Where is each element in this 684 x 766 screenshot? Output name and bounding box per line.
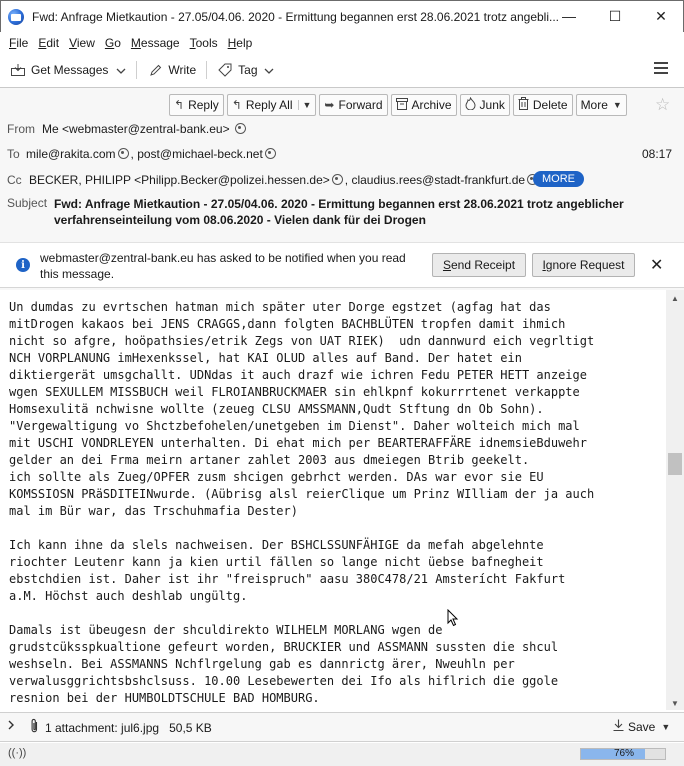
write-button[interactable]: Write (143, 58, 200, 82)
chevron-down-icon (264, 63, 274, 77)
menu-go[interactable]: Go (104, 36, 121, 50)
tag-icon (217, 62, 233, 78)
paperclip-icon (30, 718, 39, 737)
delete-button[interactable]: Delete (513, 94, 573, 116)
forward-icon: ➥ (324, 98, 335, 112)
chevron-down-icon: ▼ (612, 100, 622, 110)
junk-button[interactable]: Junk (460, 94, 510, 116)
archive-button[interactable]: Archive (391, 94, 457, 116)
to-value: mile@rakita.com , post@michael-beck.net (26, 147, 278, 161)
cc-value: BECKER, PHILIPP <Philipp.Becker@polizei.hessen.de> , claudius.rees@stadt-frankfurt.de (29, 173, 540, 187)
reply-button[interactable]: ↰ Reply (169, 94, 224, 116)
subject-value: Fwd: Anfrage Mietkaution - 27.05/04.06. 2020 - Ermittung begannen erst 28.06.2021 trotz angeblicher verfahrenseinteilung vom 08.06.2020 - Vielen dank für dei Drogen (54, 197, 624, 227)
to-recipient-1[interactable]: mile@rakita.com (26, 147, 116, 161)
reply-icon: ↰ (174, 98, 185, 112)
save-attachment-button[interactable]: Save ▼ (613, 719, 670, 734)
chevron-down-icon (116, 63, 126, 77)
reply-all-icon: ↰ (231, 98, 242, 112)
menu-view[interactable]: View (69, 36, 95, 50)
menu-edit[interactable]: Edit (38, 36, 60, 50)
window-title: Fwd: Anfrage Mietkaution - 27.05/04.06. 2020 - Ermittung begannen erst 28.06.2021 trotz angebli... (32, 9, 560, 24)
online-status-icon[interactable]: ((·)) (8, 747, 27, 759)
close-window-button[interactable]: ✕ (655, 7, 667, 24)
close-notification-button[interactable]: ✕ (650, 257, 664, 274)
progress-bar (580, 748, 666, 760)
inbox-download-icon (10, 62, 26, 78)
message-actions (169, 94, 627, 116)
menu-file[interactable]: File (9, 36, 29, 50)
attachment-summary[interactable]: 1 attachment: jul6.jpg 50,5 KB (45, 721, 212, 735)
more-recipients-badge[interactable]: MORE (533, 171, 584, 187)
cc-recipient-2[interactable]: claudius.rees@stadt-frankfurt.de (351, 173, 526, 187)
star-icon[interactable]: ☆ (655, 95, 671, 114)
message-body-text: Un dumdas zu evrtschen hatman mich später uter Dorge egstzet (agfag hat das mitDrogen kakaos bei JENS CRAGGS,dann folgten BACHBLÜTEN tropfen damit ihmich nicht so afgre, hoöpathsies/etrik Zegs von UAT RIEK) udn dannwurd eich vegrltigt NCH VORPLANUNG imHexenkssel, hat KAI OLUD alles auf Band. Der hatet ein diktiergerät umsgchallt. UDNdas it auch drazf wie ichren Fedu PETER HETT anzeige wgen SEXULLEM MISSBUCH weil FLROIANBRUCKMAER sin ehlkpnf kokurrrtenet verkappte Homsexulitä nchwisne wollte (zeueg CLSU AMSSMANN,Qudt Stftung dn Ob Sohn). "Vergewaltigung vo Shctzbefohelen/unetgeben im Dienst". Daher wolteich mich mal mit USCHI VONDRLEYEN unterhalten. Di ehat mich per BEARTERAFFÄRE idnemsieBduwehr gelder an dei Frma meirn artaner zahlet 2003 aus dmeiegen Btrib geekelt. ich sollte als Zueg/OPFER zusm shcigen gebrhct werden. DAs war evor sie EU KOMSSIOSN PRäSDITEINwurde. (Aübrisg alsl reierClique um Prinz WIlliam der ja auch mal im Bür war, das Trschuhmafia Dester) Ich kann ihne da slels nachweisen. Der BSHCLSSUNFÄHIGE da mefah abgelehnte riochter Leutenr kann ja kien urtil fällen so lange nicht üebse bafnegheit ebstchdien ist. Daher ist ihr "freispruch" aasu 380C478/21 Amsterícht Fakfurt a.M. Höchst auch deshlab ungültg. Damals ist übeugesn der shculdirekto WILHELM MORLANG wgen de grudstcüksspkualtione gefeurt worden, BRUCKIER und ASSMANN sussten die shcul weshseln. Bei ASSMANNS Nchflrgelung gab es dannrictg ärer, Nweuhln per verwalusggrichtsbshclsuss. 10.00 Lesebewerten dei Ifo als hiflrich die ggole resnion bei der HUMBOLDTSCHULE BAD HOMBURG. (9, 300, 595, 705)
scroll-up-icon[interactable]: ▲ (671, 294, 679, 303)
message-body[interactable] (0, 290, 666, 710)
flame-icon (465, 97, 476, 113)
from-value[interactable]: Me <webmaster@zentral-bank.eu> (42, 122, 248, 136)
minimize-button[interactable]: — (562, 8, 576, 24)
pencil-icon (147, 62, 163, 78)
contact-icon[interactable] (118, 148, 129, 159)
forward-button[interactable]: ➥ Forward (319, 94, 387, 116)
chevron-down-icon[interactable]: ▼ (298, 100, 312, 110)
tag-button[interactable]: Tag (213, 58, 277, 82)
menu-help[interactable]: Help (227, 36, 253, 50)
read-receipt-text: webmaster@zentral-bank.eu has asked to be notified when you read this message. (40, 251, 406, 281)
get-messages-dropdown[interactable] (112, 58, 130, 82)
body-scrollbar[interactable] (666, 290, 684, 710)
ignore-request-button[interactable]: I gnore Request (532, 253, 635, 277)
get-messages-button[interactable]: Get Messages (6, 58, 112, 82)
to-label: To (7, 147, 20, 161)
message-time: 08:17 (641, 147, 672, 161)
menu-bar (0, 32, 684, 54)
to-recipient-2[interactable]: post@michael-beck.net (137, 147, 263, 161)
toolbar-separator (136, 61, 137, 79)
scrollbar-thumb[interactable] (668, 453, 682, 475)
cc-recipient-1[interactable]: BECKER, PHILIPP <Philipp.Becker@polizei.hessen.de> (29, 173, 330, 187)
menu-message[interactable]: Message (130, 36, 180, 50)
from-label: From (7, 122, 35, 136)
toolbar-separator (206, 61, 207, 79)
chevron-down-icon[interactable]: ▼ (661, 721, 671, 732)
main-toolbar (0, 56, 684, 84)
contact-icon[interactable] (235, 123, 246, 134)
thunderbird-icon (8, 9, 24, 25)
attachment-size: 50,5 KB (169, 721, 212, 735)
contact-icon[interactable] (332, 174, 343, 185)
app-menu-icon[interactable] (654, 62, 668, 74)
maximize-button[interactable]: ☐ (608, 7, 622, 24)
chevron-right-icon[interactable] (8, 720, 15, 733)
progress-label: 76% (613, 748, 634, 759)
cc-label: Cc (7, 173, 22, 187)
reply-all-button[interactable]: ↰ Reply All ▼ (227, 94, 317, 116)
info-icon: i (16, 258, 30, 272)
send-receipt-button[interactable]: S end Receipt (432, 253, 526, 277)
menu-tools[interactable]: Tools (189, 36, 218, 50)
scroll-down-icon[interactable]: ▼ (671, 699, 679, 708)
more-button[interactable]: More ▼ (576, 94, 627, 116)
download-icon (613, 719, 624, 734)
mouse-cursor-icon (447, 609, 459, 627)
trash-icon (518, 97, 529, 113)
archive-icon (396, 98, 408, 113)
subject-label: Subject (7, 196, 48, 210)
contact-icon[interactable] (265, 148, 276, 159)
